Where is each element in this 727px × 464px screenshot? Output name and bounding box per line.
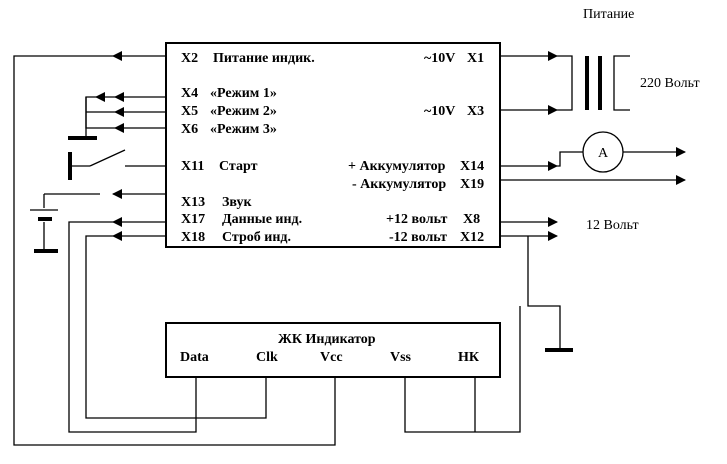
pin-x6: X6 (181, 122, 199, 137)
power-voltage: 220 Вольт (640, 76, 700, 91)
controller-block (166, 43, 500, 247)
right-pin-labels (348, 51, 484, 245)
pin-x3: X3 (467, 104, 485, 119)
transformer (500, 56, 630, 110)
label-x3: ~10V (424, 104, 456, 119)
label-x6: «Режим 3» (210, 122, 277, 137)
wire-x18-strobe (86, 236, 266, 418)
wire-12v (500, 222, 560, 350)
label-x4: «Режим 1» (210, 86, 277, 101)
pin-x4: X4 (181, 86, 199, 101)
indicator-pin-data: Data (180, 350, 209, 365)
pin-x17: X17 (181, 212, 206, 227)
indicator-pin-clk: Clk (256, 350, 278, 365)
pin-x2: X2 (181, 51, 199, 66)
pin-x14: X14 (460, 159, 485, 174)
label-x11: Старт (219, 159, 258, 174)
label-x8: +12 вольт (386, 212, 448, 227)
label-x14: + Аккумулятор (348, 159, 446, 174)
left-pin-labels (181, 51, 315, 245)
pin-x18: X18 (181, 230, 206, 245)
pin-x8: X8 (463, 212, 481, 227)
indicator-pin-vcc: Vcc (320, 350, 343, 365)
pin-x19: X19 (460, 177, 485, 192)
indicator-pin-hk: НК (458, 350, 480, 365)
wire-vss-hk (405, 306, 520, 432)
indicator-title: ЖК Индикатор (278, 332, 376, 347)
pin-x12: X12 (460, 230, 485, 245)
label-x17: Данные инд. (222, 212, 303, 227)
wire-modes (86, 97, 166, 138)
ammeter-circuit (500, 152, 685, 180)
label-x5: «Режим 2» (210, 104, 277, 119)
pin-x1: X1 (467, 51, 485, 66)
pin-x11: X11 (181, 159, 205, 174)
ammeter-symbol: A (598, 146, 609, 161)
label-x12: -12 вольт (389, 230, 448, 245)
start-switch (70, 150, 166, 180)
wire-x2-to-vcc (14, 56, 335, 445)
wire-x17-data (69, 222, 196, 432)
label-x18: Строб инд. (222, 230, 291, 245)
indicator-pin-vss: Vss (390, 350, 412, 365)
supply-12v-label: 12 Вольт (586, 218, 639, 233)
pin-x5: X5 (181, 104, 199, 119)
label-x2: Питание индик. (213, 51, 315, 66)
label-x1: ~10V (424, 51, 456, 66)
label-x19: - Аккумулятор (352, 177, 447, 192)
power-title: Питание (583, 7, 635, 22)
label-x13: Звук (222, 195, 252, 210)
pin-x13: X13 (181, 195, 206, 210)
